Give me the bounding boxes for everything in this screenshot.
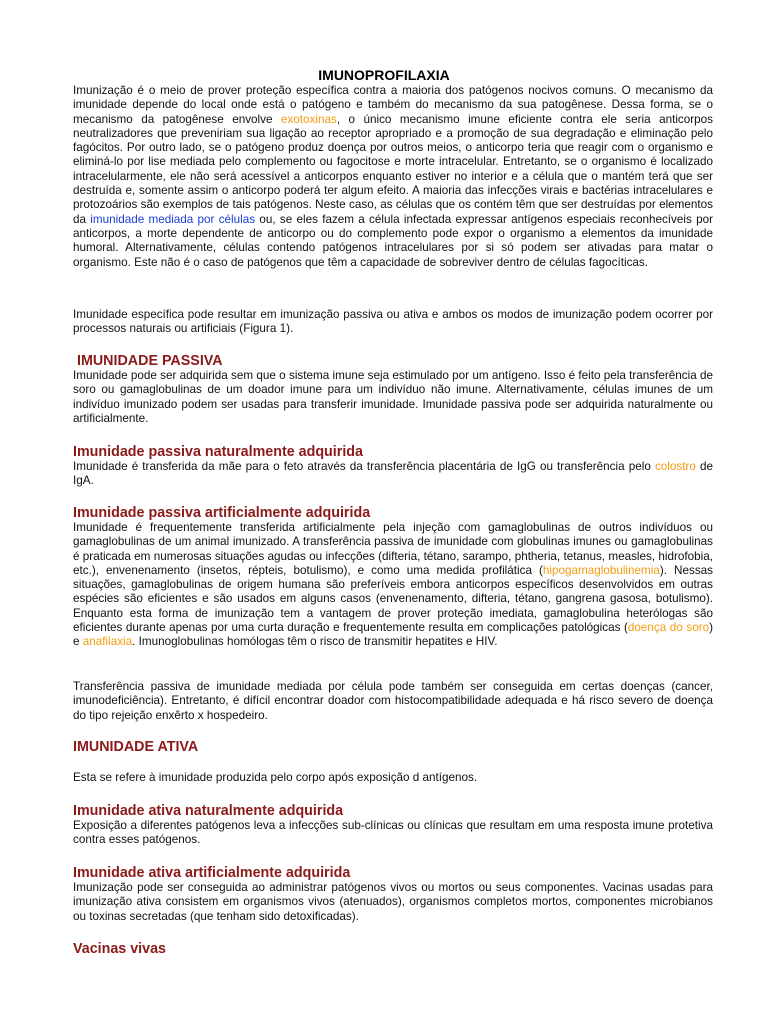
passive-section [73, 353, 713, 426]
passive-artificial-text-c: ) e [73, 621, 713, 649]
passive-paragraph: Imunidade pode ser adquirida sem que o sistema imune seja estimulado por um antígeno. Isso é feito pela transferência de soro ou gamaglobulinas de um doador imune para um indivíduo não imune. Alternativamente, células imunes de um indivíduo imunizado podem ser usadas para transferir imunidade. Imunidade passiva pode ser adquirida naturalmente ou artificialmente. [73, 369, 713, 425]
passive-cellular-section [73, 680, 713, 723]
passive-heading: IMUNIDADE PASSIVA [73, 353, 223, 369]
exotoxinas-link[interactable]: exotoxinas [280, 112, 337, 126]
doenca-do-soro-link[interactable]: doença do soro [627, 621, 710, 635]
intro-section-2 [73, 308, 713, 337]
passive-artificial-section [73, 505, 713, 650]
intro-paragraph-2: Imunidade específica pode resultar em imunização passiva ou ativa e ambos os modos de imunização podem ocorrer por processos naturais ou artificiais (Figura 1). [73, 308, 713, 336]
live-vaccines-section [73, 941, 713, 957]
active-heading: IMUNIDADE ATIVA [73, 739, 199, 755]
active-intro-section [73, 771, 713, 785]
passive-artificial-text-b: ). Nessas situações, gamaglobulinas de origem humana são preferíveis embora anticorpos específicos desenvolvidos em outras espécies são eficientes e são usados em alguns casos (envenenamento, difteria, tétano, gangrena gasosa, botulismo). Enquanto esta forma de imunização tem a vantagem de prover proteção imediata, gamaglobulina heterólogas são eficientes durante apenas por uma curta duração e frequentemente resulta em complicações patológicas ( [73, 563, 714, 635]
intro-text-a: Imunização é o meio de prover proteção específica contra a maioria dos patógenos nocivos comuns. O mecanismo da imunidade depende do local onde está o patógeno e também do mecanismo da sua patogênese. Dessa forma, se o mecanismo da patogênese envolve [73, 84, 713, 126]
passive-artificial-heading: Imunidade passiva artificialmente adquirida [73, 505, 371, 521]
passive-artificial-paragraph [73, 521, 713, 650]
anafilaxia-link[interactable]: anafilaxia [82, 635, 133, 649]
passive-cellular-paragraph: Transferência passiva de imunidade mediada por célula pode também ser conseguida em certas doenças (cancer, imunodeficiência). Entretanto, é difícil encontrar doador com histocompatibilidade adequada e há risco severo de doença do tipo rejeição enxêrto x hospedeiro. [73, 680, 713, 722]
passive-natural-paragraph [73, 460, 713, 489]
colostro-link[interactable]: colostro [654, 460, 696, 473]
page-title: IMUNOPROFILAXIA [318, 67, 450, 83]
imunidade-celular-link[interactable]: imunidade mediada por células [90, 212, 256, 226]
intro-text-c: ou, se eles fazem a célula infectada expressar antígenos especiais reconhecíveis por anticorpos, a morte dependente de anticorpo ou do complemento pode expor o organismo a elementos da imunidade humoral. Alternativamente, células contendo patógenos intracelulares por si só podem ser ativadas para matar o organismo. Este não é o caso de patógenos que têm a capacidade de sobreviver dentro de células fagocíticas. [73, 212, 713, 269]
active-natural-heading: Imunidade ativa naturalmente adquirida [73, 803, 344, 819]
passive-natural-section [73, 444, 713, 489]
live-vaccines-heading: Vacinas vivas [73, 941, 167, 957]
intro-text-b: , o único mecanismo imune eficiente contra ele seria anticorpos neutralizadores que preveniriam sua ligação ao receptor apropriado e a promoção de sua degradação e eliminação pelo fagócitos. Por outro lado, se o patógeno produz doença por outros meios, o anticorpo teria que reagir com o organismo e eliminá-lo por lise mediada pelo complemento ou fagocitose e morte intracelular. Entretanto, se o organismo é localizado intracelularmente, ele não será acessível a anticorpos enquanto estiver no interior e a célula que o mantém terá que ser destruída e, somente assim o anticorpo poderá ter algum efeito. A maioria das infecções virais e bactérias intracelulares e protozoários são exemplos de tais patógenos. Neste caso, as células que os contém têm que ser destruídas por elementos da [73, 112, 714, 226]
passive-natural-text-a: Imunidade é transferida da mãe para o feto através da transferência placentária de IgG ou transferência pelo [73, 460, 655, 473]
intro-paragraph [73, 84, 713, 270]
active-natural-paragraph: Exposição a diferentes patógenos leva a infecções sub-clínicas ou clínicas que resultam em uma resposta imune protetiva contra esses patógenos. [73, 819, 713, 847]
intro-section [73, 84, 713, 270]
active-artificial-paragraph: Imunização pode ser conseguida ao administrar patógenos vivos ou mortos ou seus componentes. Vacinas usadas para imunização ativa consistem em organismos vivos (atenuados), organismos completos mortos, componentes microbianos ou toxinas secretadas (que tenham sido detoxificadas). [73, 881, 713, 923]
passive-artificial-text-a: Imunidade é frequentemente transferida artificialmente pela injeção com gamaglobulinas de outros indivíduos ou gamaglobulinas de um animal imunizado. A transferência passiva de imunidade com globulinas imunes ou gamaglobulinas é praticada em numerosas situações agudas ou infecções (difteria, tétano, sarampo, phtheria, tetanus, measles, hidrofobia, etc.), envenenamento (insetos, répteis, botulismo), e como uma medida profilática ( [73, 521, 713, 577]
hipogamaglobulinemia-link[interactable]: hipogamaglobulinemia [542, 563, 660, 577]
active-paragraph: Esta se refere à imunidade produzida pelo corpo após exposição d antígenos. [73, 771, 478, 784]
active-section [73, 739, 713, 755]
active-artificial-section [73, 865, 713, 924]
active-natural-section [73, 803, 713, 848]
passive-artificial-text-d: . Imunoglobulinas homólogas têm o risco de transmitir hepatites e HIV. [132, 635, 498, 649]
passive-natural-text-b: de IgA. [73, 460, 714, 488]
passive-natural-heading: Imunidade passiva naturalmente adquirida [73, 444, 363, 460]
active-artificial-heading: Imunidade ativa artificialmente adquirida [73, 865, 351, 881]
